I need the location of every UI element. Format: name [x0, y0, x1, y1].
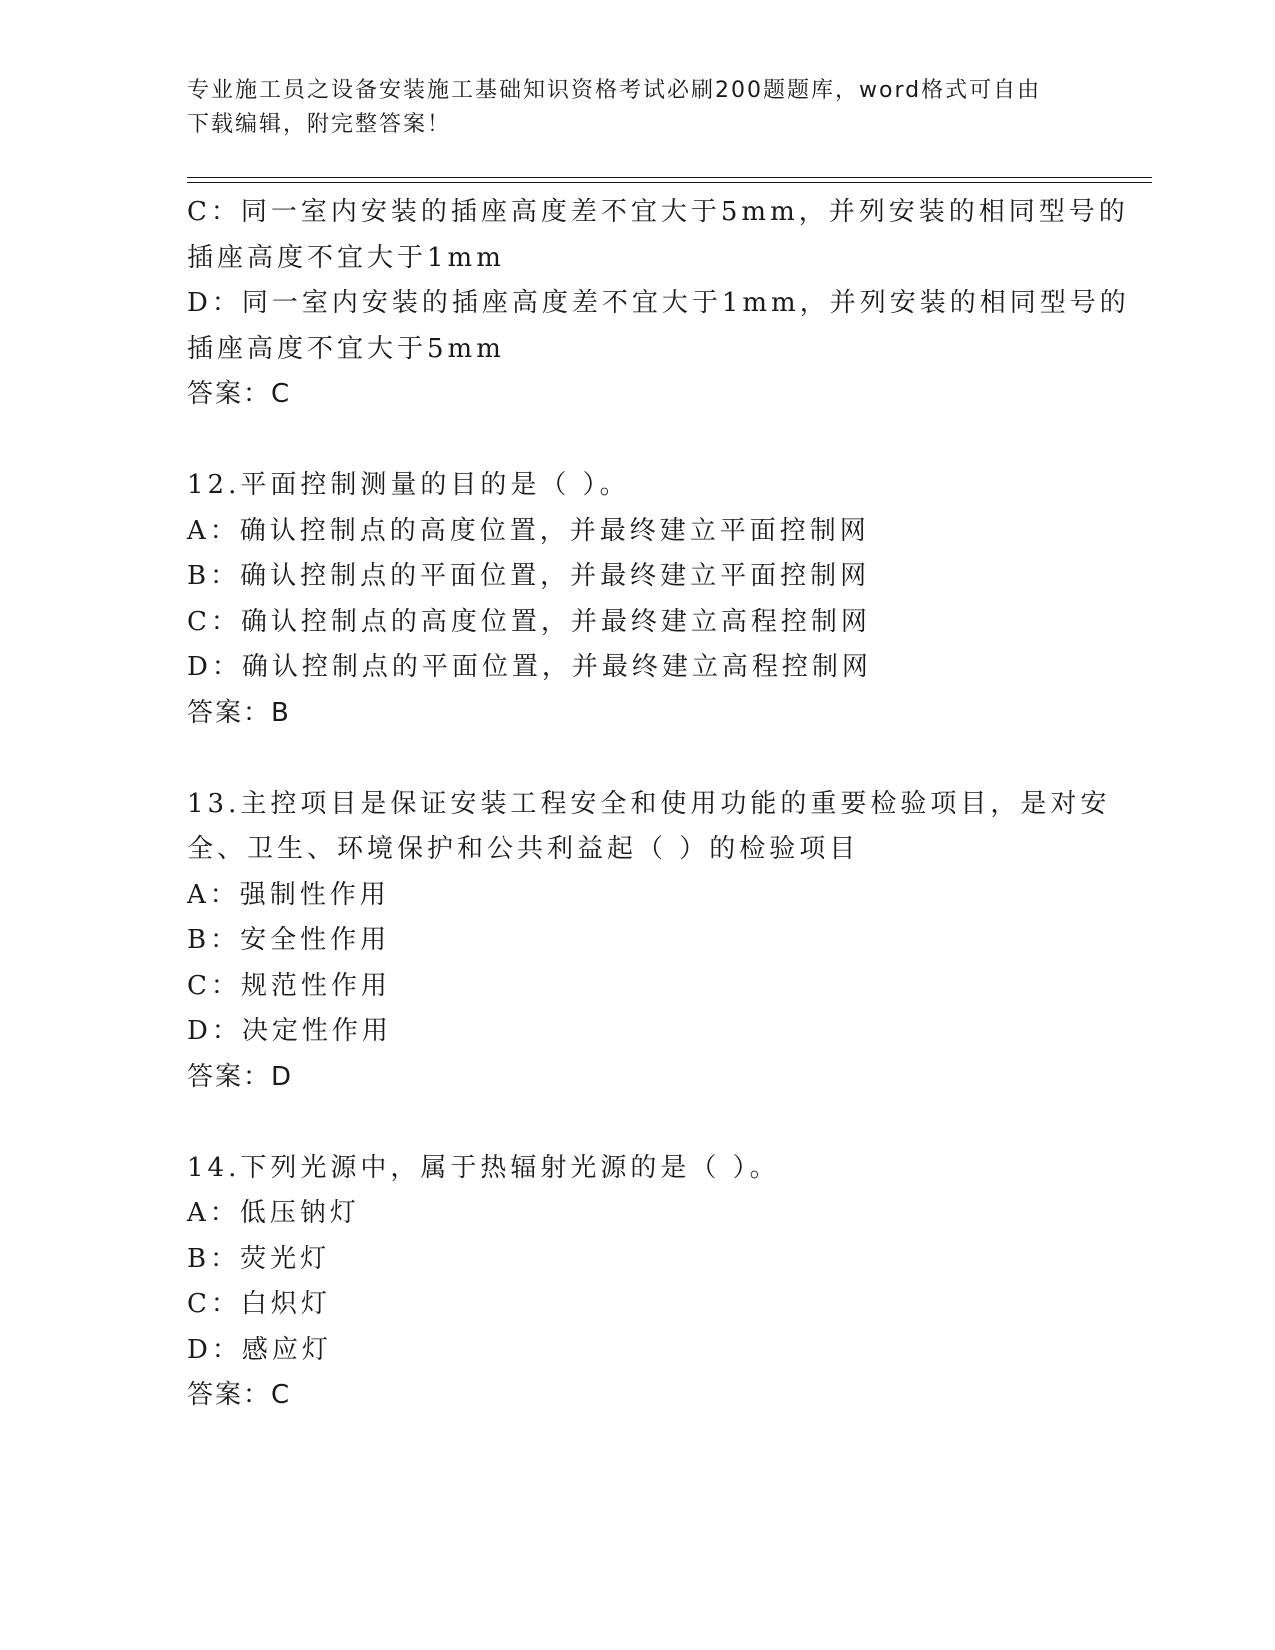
answer: 答案：D: [187, 1061, 294, 1092]
answer: 答案：C: [187, 379, 292, 409]
option-d: D：决定性作用: [187, 1016, 392, 1046]
option-b: B：安全性作用: [187, 925, 391, 955]
answer: 答案：C: [187, 1380, 292, 1410]
option-b: B：荧光灯: [187, 1243, 331, 1274]
spacer: [187, 1100, 1087, 1146]
option-c: C：规范性作用: [187, 970, 391, 1001]
option-c-line-2: 插座高度不宜大于1mm: [187, 242, 505, 273]
question-11-continued: [187, 190, 1130, 418]
option-b: B：确认控制点的平面位置，并最终建立平面控制网: [187, 561, 871, 591]
spacer: [187, 736, 1087, 782]
option-c-line-1: C：同一室内安装的插座高度差不宜大于5mm，并列安装的相同型号的: [187, 197, 1129, 227]
question-12: [187, 463, 1087, 736]
option-d: D：感应灯: [187, 1334, 332, 1365]
header-line-1: 专业施工员之设备安装施工基础知识资格考试必刷200题题库，word格式可自由: [187, 78, 1042, 103]
option-d-line-2: 插座高度不宜大于5mm: [187, 333, 505, 364]
page-header: [187, 74, 1067, 142]
question-text: 14.下列光源中，属于热辐射光源的是（ ）。: [187, 1152, 780, 1183]
question-13: [187, 782, 1111, 1101]
document-body: [187, 190, 1130, 1419]
header-rule-top: [187, 177, 1152, 178]
header-rule-bottom: [187, 182, 1152, 183]
option-d-line-1: D：同一室内安装的插座高度差不宜大于1mm，并列安装的相同型号的: [187, 288, 1130, 318]
header-line-2: 下载编辑，附完整答案！: [187, 112, 452, 137]
option-c: C：白炽灯: [187, 1289, 331, 1319]
question-14: [187, 1146, 1087, 1419]
option-a: A：低压钠灯: [187, 1198, 360, 1228]
question-text-line-1: 13.主控项目是保证安装工程安全和使用功能的重要检验项目，是对安: [187, 788, 1111, 819]
option-a: A：确认控制点的高度位置，并最终建立平面控制网: [187, 515, 870, 546]
spacer: [187, 418, 1087, 464]
question-text-line-2: 全、卫生、环境保护和公共利益起（ ）的检验项目: [187, 834, 860, 864]
option-d: D：确认控制点的平面位置，并最终建立高程控制网: [187, 652, 872, 682]
option-c: C：确认控制点的高度位置，并最终建立高程控制网: [187, 606, 871, 637]
question-text: 12.平面控制测量的目的是（ ）。: [187, 470, 630, 500]
option-a: A：强制性作用: [187, 879, 390, 910]
answer: 答案：B: [187, 697, 291, 728]
